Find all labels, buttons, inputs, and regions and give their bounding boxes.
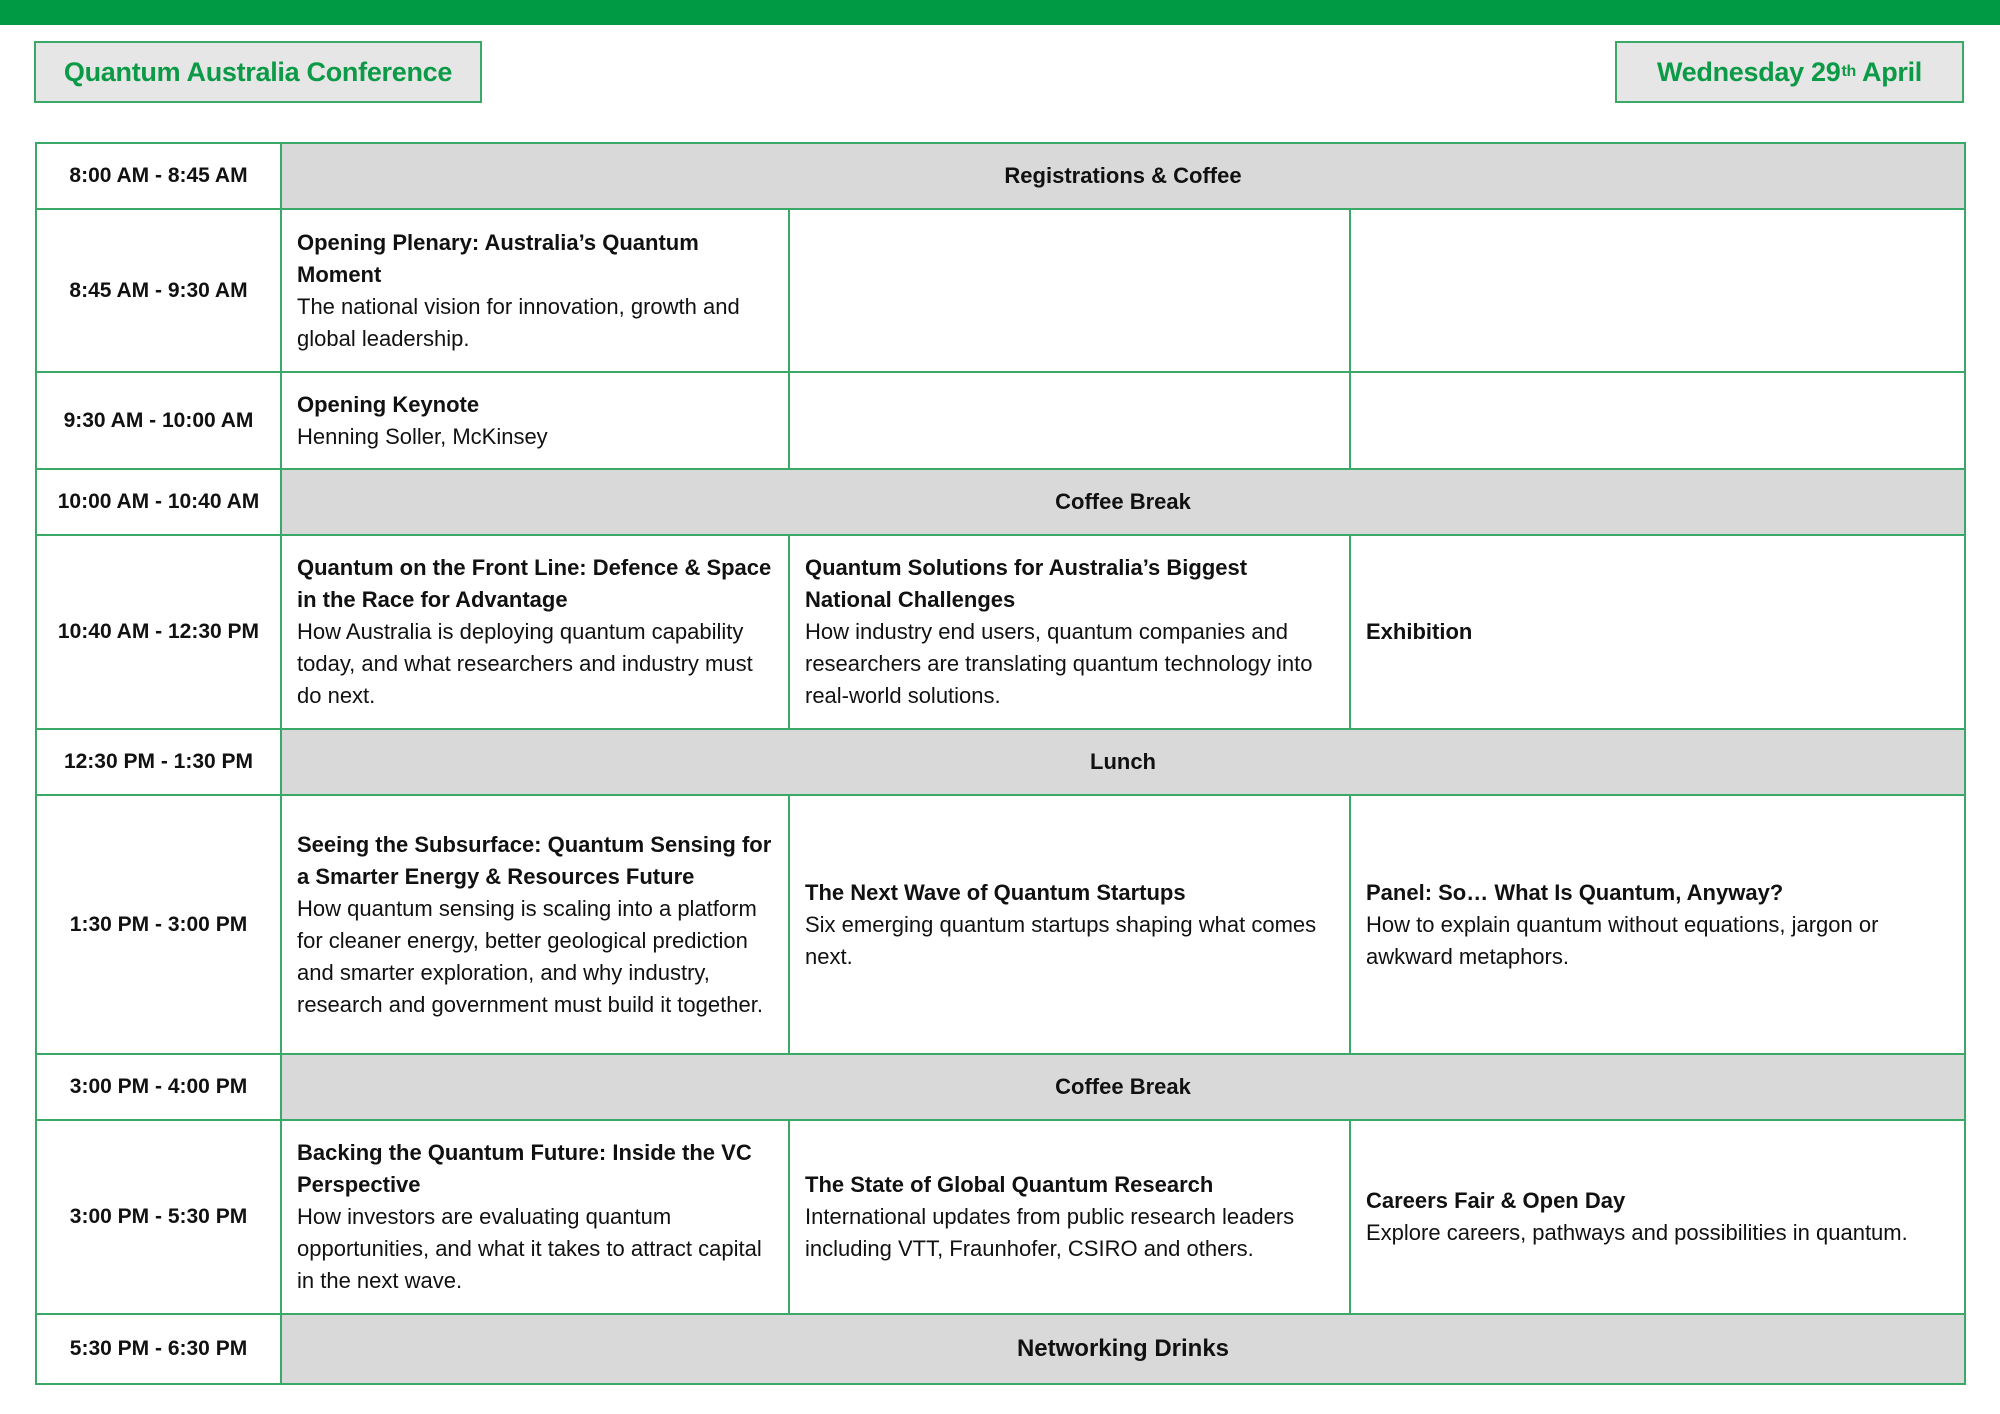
session-cell	[281, 372, 789, 469]
session-cell	[281, 1120, 789, 1314]
session-title: Panel: So… What Is Quantum, Anyway?	[1366, 879, 1784, 905]
break-cell: Registrations & Coffee	[281, 143, 1965, 209]
session-cell	[281, 535, 789, 729]
empty-session-cell	[789, 372, 1350, 469]
session-description: How industry end users, quantum companies and researchers are translating quantum technology into real-world solutions.	[805, 619, 1313, 708]
session-title: Careers Fair & Open Day	[1366, 1188, 1626, 1213]
schedule-row	[36, 535, 1965, 729]
session-description: How to explain quantum without equations, jargon or awkward metaphors.	[1366, 911, 1879, 969]
session-title: Quantum on the Front Line: Defence & Space in the Race for Advantage	[297, 555, 772, 612]
break-cell: Coffee Break	[281, 469, 1965, 535]
time-cell: 8:45 AM - 9:30 AM	[36, 209, 281, 372]
session-title: The State of Global Quantum Research	[805, 1172, 1214, 1197]
session-cell	[281, 795, 789, 1054]
session-description: Henning Soller, McKinsey	[297, 423, 548, 449]
schedule-row	[36, 143, 1965, 209]
session-description: International updates from public research leaders including VTT, Fraunhofer, CSIRO and others.	[805, 1204, 1295, 1261]
session-description: The national vision for innovation, growth and global leadership.	[297, 293, 740, 351]
session-title: Seeing the Subsurface: Quantum Sensing for a Smarter Energy & Resources Future	[297, 831, 772, 889]
session-description: How Australia is deploying quantum capability today, and what researchers and industry must do next.	[297, 619, 753, 708]
session-description: Explore careers, pathways and possibilities in quantum.	[1366, 1220, 1908, 1245]
session-title: Opening Plenary: Australia’s Quantum Moment	[297, 229, 699, 287]
empty-session-cell	[1350, 209, 1965, 372]
time-cell: 12:30 PM - 1:30 PM	[36, 729, 281, 795]
session-cell	[1350, 795, 1965, 1054]
session-title: The Next Wave of Quantum Startups	[805, 879, 1186, 905]
schedule-row	[36, 372, 1965, 469]
time-cell: 1:30 PM - 3:00 PM	[36, 795, 281, 1054]
session-description: Six emerging quantum startups shaping what comes next.	[805, 911, 1317, 969]
conference-title	[34, 41, 482, 103]
session-cell	[281, 209, 789, 372]
session-title: Backing the Quantum Future: Inside the VC Perspective	[297, 1140, 752, 1197]
time-cell: 10:00 AM - 10:40 AM	[36, 469, 281, 535]
time-cell: 3:00 PM - 5:30 PM	[36, 1120, 281, 1314]
empty-session-cell	[789, 209, 1350, 372]
empty-session-cell	[1350, 372, 1965, 469]
schedule-row	[36, 795, 1965, 1054]
time-cell: 9:30 AM - 10:00 AM	[36, 372, 281, 469]
time-cell: 3:00 PM - 4:00 PM	[36, 1054, 281, 1120]
schedule-row	[36, 209, 1965, 372]
schedule-row	[36, 1054, 1965, 1120]
schedule-table	[35, 142, 1966, 1385]
day-suffix: April	[1862, 56, 1923, 87]
schedule-row	[36, 1120, 1965, 1314]
time-cell: 5:30 PM - 6:30 PM	[36, 1314, 281, 1384]
session-cell	[789, 1120, 1350, 1314]
time-cell: 8:00 AM - 8:45 AM	[36, 143, 281, 209]
break-cell: Lunch	[281, 729, 1965, 795]
time-cell: 10:40 AM - 12:30 PM	[36, 535, 281, 729]
conference-title-text: Quantum Australia Conference	[63, 56, 453, 87]
break-cell: Networking Drinks	[281, 1314, 1965, 1384]
session-title: Quantum Solutions for Australia’s Biggest National Challenges	[805, 555, 1248, 612]
top-accent-bar	[0, 0, 2000, 25]
schedule-row	[36, 469, 1965, 535]
session-description: How investors are evaluating quantum opportunities, and what it takes to attract capital in the next wave.	[297, 1204, 762, 1293]
session-title: Opening Keynote	[297, 391, 480, 417]
session-cell	[789, 795, 1350, 1054]
schedule-row	[36, 1314, 1965, 1384]
schedule-row	[36, 729, 1965, 795]
day-prefix: Wednesday 29	[1656, 56, 1841, 87]
session-cell	[1350, 1120, 1965, 1314]
session-cell	[789, 535, 1350, 729]
break-cell: Coffee Break	[281, 1054, 1965, 1120]
day-title: Wednesday 29 th April	[1615, 41, 1964, 103]
session-description: How quantum sensing is scaling into a platform for cleaner energy, better geological prediction and smarter exploration, and why industry, research and government must build it together.	[297, 895, 763, 1017]
session-cell	[1350, 535, 1965, 729]
session-title: Exhibition	[1366, 619, 1473, 644]
